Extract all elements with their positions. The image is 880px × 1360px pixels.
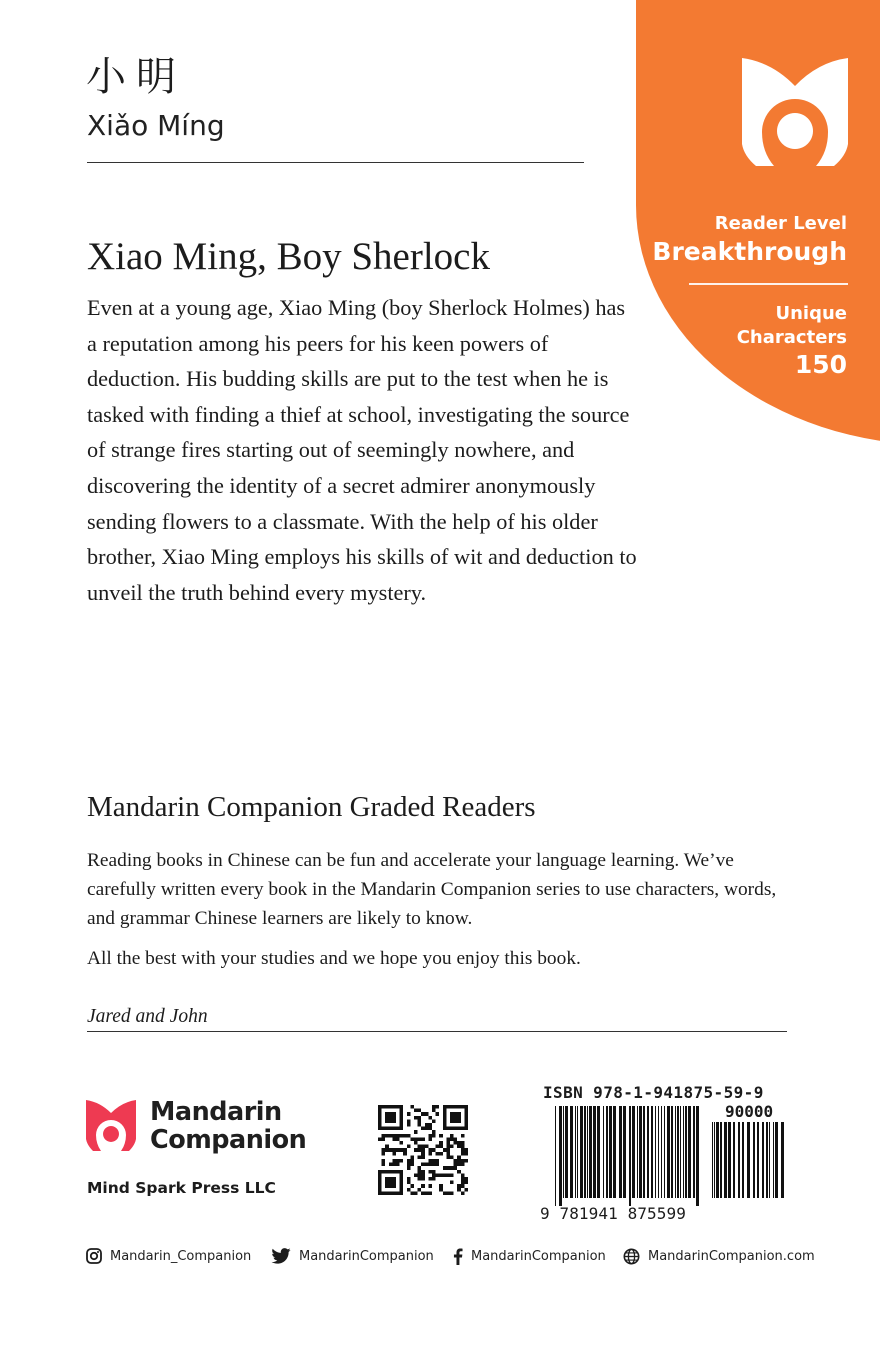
series-closing: All the best with your studies and we hope you enjoy this book.	[87, 948, 581, 969]
isbn-label: ISBN 978-1-941875-59-9	[543, 1083, 764, 1102]
book-blurb: Even at a young age, Xiao Ming (boy Sherlock Holmes) has a reputation among his peers for his keen powers of deduction. His budding skills are put to the test when he is tasked with finding a thief at school, investigating the source of strange fires starting out of seemingly nowhere, and discovering the identity of a secret admirer anonymously sending flowers to a classmate. With the help of his older brother, Xiao Ming employs his skills of wit and deduction to unveil the truth behind every mystery.	[87, 295, 637, 605]
mandarin-companion-badge-logo-icon	[742, 56, 848, 166]
mandarin-companion-wordmark	[150, 1098, 306, 1154]
instagram-icon	[86, 1248, 102, 1264]
facebook-icon	[453, 1248, 463, 1265]
chinese-title: 小明	[86, 54, 186, 100]
price-code: 90000	[725, 1102, 774, 1121]
qr-code[interactable]	[378, 1105, 468, 1195]
twitter-icon	[271, 1248, 291, 1264]
footer-divider	[87, 1031, 787, 1032]
twitter-handle: MandarinCompanion	[299, 1248, 434, 1264]
badge-divider	[689, 283, 848, 285]
instagram-handle: Mandarin_Companion	[110, 1248, 252, 1264]
social-facebook[interactable]	[453, 1246, 606, 1266]
unique-characters-label: Unique Characters	[736, 303, 847, 348]
social-twitter[interactable]	[271, 1246, 434, 1266]
publisher-name: Mind Spark Press LLC	[87, 1179, 276, 1197]
pinyin-title: Xiǎo Míng	[87, 109, 225, 142]
series-title: Mandarin Companion Graded Readers	[87, 791, 536, 823]
mandarin-companion-logo-icon	[86, 1099, 136, 1151]
reader-level-label: Reader Level	[714, 213, 847, 234]
wordmark-line-1: Mandarin	[150, 1097, 282, 1127]
header-divider	[87, 162, 584, 163]
facebook-handle: MandarinCompanion	[471, 1248, 606, 1264]
social-website[interactable]	[623, 1246, 815, 1266]
website-url: MandarinCompanion.com	[648, 1248, 815, 1264]
wordmark-line-2: Companion	[150, 1125, 307, 1155]
social-instagram[interactable]	[86, 1246, 251, 1266]
signature: Jared and John	[87, 1006, 208, 1027]
price-barcode	[712, 1122, 784, 1206]
series-paragraph: Reading books in Chinese can be fun and accelerate your language learning. We’ve carefully written every book in the Mandarin Companion series to use characters, words, and grammar Chinese learners are likely to know.	[87, 850, 777, 929]
barcode-digits: 9 781941 875599	[540, 1204, 686, 1223]
reader-level-value: Breakthrough	[652, 237, 847, 266]
book-title: Xiao Ming, Boy Sherlock	[87, 235, 490, 278]
isbn-barcode	[555, 1106, 700, 1206]
globe-icon	[623, 1248, 640, 1265]
unique-characters-value: 150	[794, 350, 847, 379]
